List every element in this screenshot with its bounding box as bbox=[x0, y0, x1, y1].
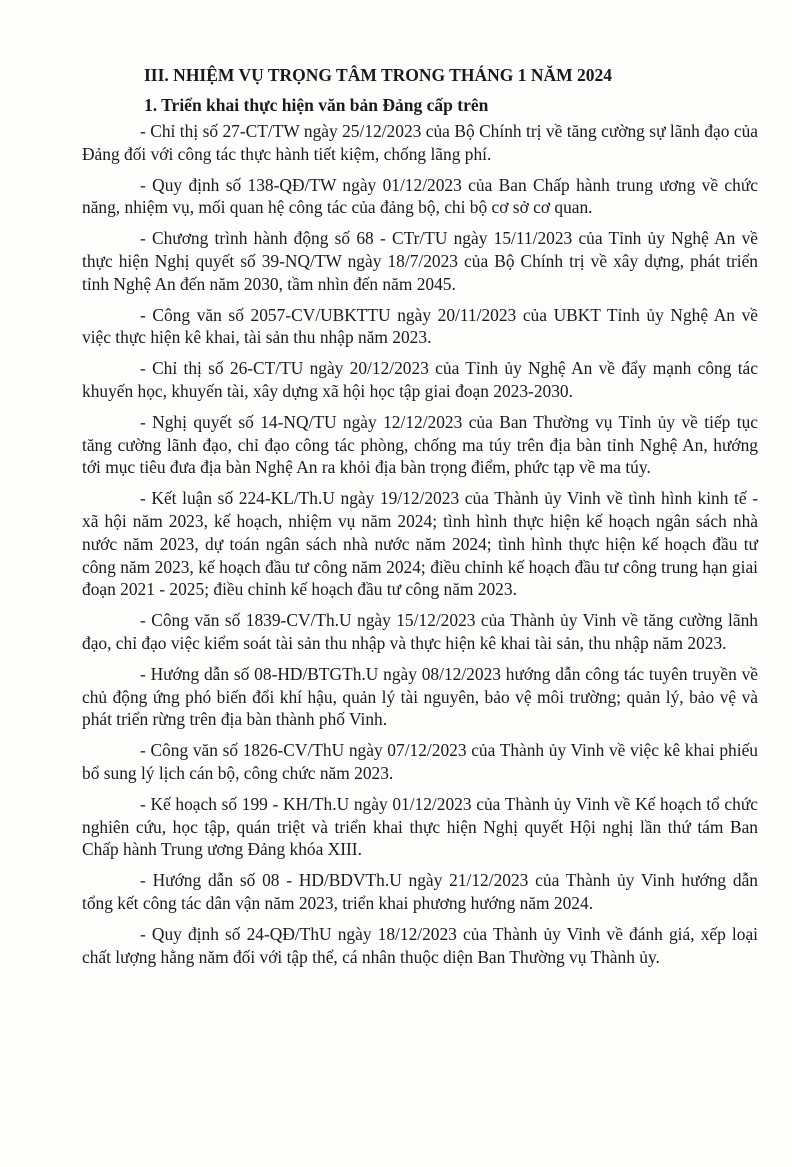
section-heading: III. NHIỆM VỤ TRỌNG TÂM TRONG THÁNG 1 NĂM 2024 bbox=[144, 65, 613, 85]
directive-item: - Công văn số 2057-CV/UBKTTU ngày 20/11/2023 của UBKT Tỉnh ủy Nghệ An về việc thực hiện kê khai, tài sản thu nhập năm 2023. bbox=[82, 304, 758, 348]
directive-item: - Hướng dẫn số 08-HD/BTGTh.U ngày 08/12/2023 hướng dẫn công tác tuyên truyền về chủ động ứng phó biến đổi khí hậu, quản lý tài nguyên, bảo vệ môi trường; quản lý, bảo vệ và phát triển rừng trên địa bàn thành phố Vinh. bbox=[82, 663, 758, 730]
directive-item: - Quy định số 138-QĐ/TW ngày 01/12/2023 của Ban Chấp hành trung ương về chức năng, nhiệm vụ, mối quan hệ công tác của đảng bộ, chi bộ cơ sở cơ quan. bbox=[82, 174, 758, 218]
directive-item: - Công văn số 1839-CV/Th.U ngày 15/12/2023 của Thành ủy Vinh về tăng cường lãnh đạo, chỉ đạo việc kiểm soát tài sản thu nhập và thực hiện kê khai tài sản, thu nhập năm 2023. bbox=[82, 610, 758, 653]
document-body bbox=[82, 60, 758, 976]
directive-item: - Công văn số 1826-CV/ThU ngày 07/12/2023 của Thành ủy Vinh về việc kê khai phiếu bổ sung lý lịch cán bộ, công chức năm 2023. bbox=[82, 740, 758, 783]
directive-list bbox=[82, 120, 758, 968]
subsection-heading: 1. Triển khai thực hiện văn bản Đảng cấp trên bbox=[144, 95, 489, 115]
directive-item: - Kế hoạch số 199 - KH/Th.U ngày 01/12/2023 của Thành ủy Vinh về Kế hoạch tổ chức nghiên cứu, học tập, quán triệt và triển khai thực hiện Nghị quyết Hội nghị lần thứ tám Ban Chấp hành Trung ương Đảng khóa XIII. bbox=[82, 793, 758, 860]
directive-item: - Chỉ thị số 27-CT/TW ngày 25/12/2023 của Bộ Chính trị về tăng cường sự lãnh đạo của Đảng đối với công tác thực hành tiết kiệm, chống lãng phí. bbox=[82, 121, 758, 164]
directive-item: - Hướng dẫn số 08 - HD/BDVTh.U ngày 21/12/2023 của Thành ủy Vinh hướng dẫn tổng kết công tác dân vận năm 2023, triển khai phương hướng năm 2024. bbox=[82, 870, 758, 913]
directive-item: - Kết luận số 224-KL/Th.U ngày 19/12/2023 của Thành ủy Vinh về tình hình kinh tế - xã hội năm 2023, kế hoạch, nhiệm vụ năm 2024; tình hình thực hiện kế hoạch ngân sách nhà nước năm 2023, dự toán ngân sách nhà nước năm 2024; tình hình thực hiện kế hoạch đầu tư công năm 2023, kế hoạch đầu tư công năm 2024; điều chỉnh kế hoạch đầu tư công trung hạn giai đoạn 2021 - 2025; điều chỉnh kế hoạch đầu tư công năm 2023. bbox=[82, 488, 758, 600]
directive-item: - Nghị quyết số 14-NQ/TU ngày 12/12/2023 của Ban Thường vụ Tỉnh ủy về tiếp tục tăng cường lãnh đạo, chỉ đạo công tác phòng, chống ma túy trên địa bàn tỉnh Nghệ An, hướng tới mục tiêu đưa địa bàn Nghệ An ra khỏi địa bàn trọng điểm, phức tạp về ma túy. bbox=[82, 411, 758, 478]
directive-item: - Chương trình hành động số 68 - CTr/TU ngày 15/11/2023 của Tỉnh ủy Nghệ An về thực hiện Nghị quyết số 39-NQ/TW ngày 18/7/2023 của Bộ Chính trị về xây dựng, phát triển tỉnh Nghệ An đến năm 2030, tầm nhìn đến năm 2045. bbox=[82, 228, 758, 294]
directive-item: - Chỉ thị số 26-CT/TU ngày 20/12/2023 của Tỉnh ủy Nghệ An về đẩy mạnh công tác khuyến học, khuyến tài, xây dựng xã hội học tập giai đoạn 2023-2030. bbox=[82, 358, 758, 401]
directive-item: - Quy định số 24-QĐ/ThU ngày 18/12/2023 của Thành ủy Vinh về đánh giá, xếp loại chất lượng hằng năm đối với tập thể, cá nhân thuộc diện Ban Thường vụ Thành ủy. bbox=[82, 923, 758, 967]
